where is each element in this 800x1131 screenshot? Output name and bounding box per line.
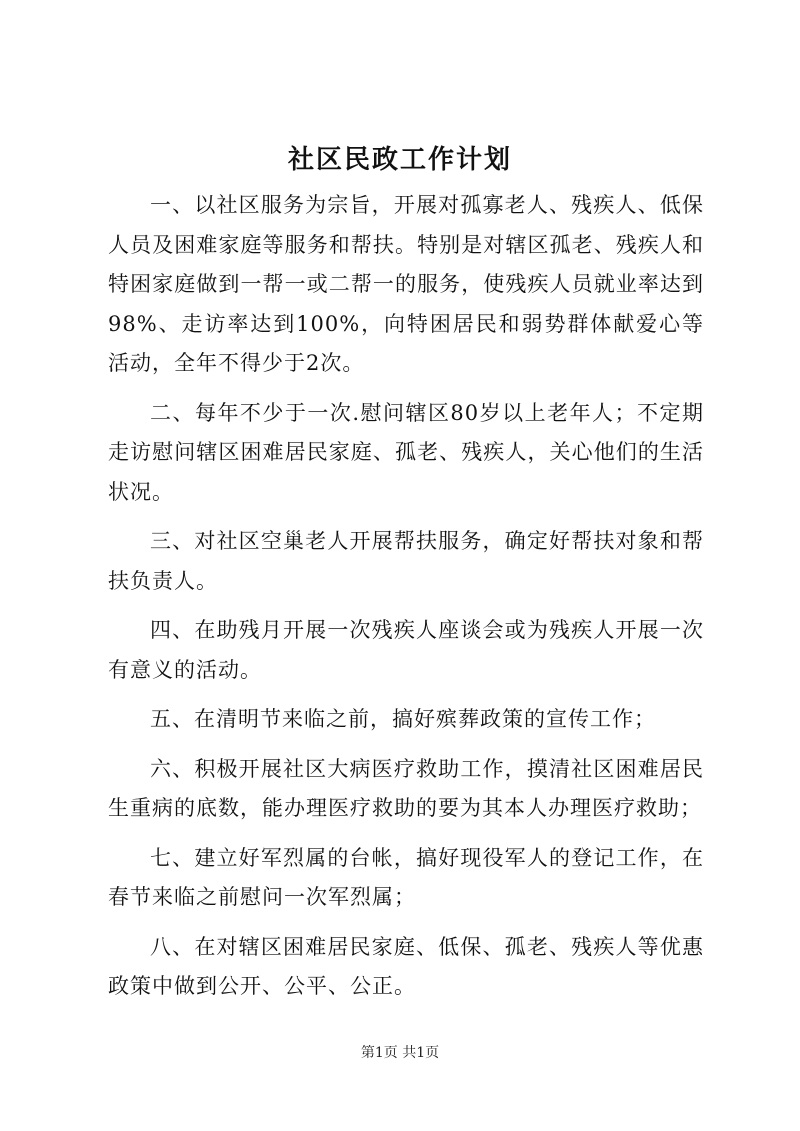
paragraph-4: 四、在助残月开展一次残疾人座谈会或为残疾人开展一次有意义的活动。 bbox=[108, 618, 704, 682]
document-body bbox=[108, 186, 704, 1017]
paragraph-2: 二、每年不少于一次.慰问辖区80岁以上老年人；不定期走访慰问辖区困难居民家庭、孤老、残疾人，关心他们的生活状况。 bbox=[108, 400, 704, 504]
paragraph-5: 五、在清明节来临之前，搞好殡葬政策的宣传工作； bbox=[150, 707, 656, 731]
page-number-footer: 第1页 共1页 bbox=[360, 1045, 440, 1061]
paragraph-7: 七、建立好军烈属的台帐，搞好现役军人的登记工作，在春节来临之前慰问一次军烈属； bbox=[108, 845, 704, 909]
paragraph-1: 一、以社区服务为宗旨，开展对孤寡老人、残疾人、低保人员及困难家庭等服务和帮扶。特别是对辖区孤老、残疾人和特困家庭做到一帮一或二帮一的服务，使残疾人员就业率达到98%、走访率达到100%，向特困居民和弱势群体献爱心等活动，全年不得少于2次。 bbox=[108, 193, 704, 375]
paragraph-8: 八、在对辖区困难居民家庭、低保、孤老、残疾人等优惠政策中做到公开、公平、公正。 bbox=[108, 934, 704, 998]
document-title: 社区民政工作计划 bbox=[287, 145, 512, 175]
paragraph-6: 六、积极开展社区大病医疗救助工作，摸清社区困难居民生重病的底数，能办理医疗救助的要为其本人办理医疗救助； bbox=[108, 756, 704, 820]
paragraph-3: 三、对社区空巢老人开展帮扶服务，确定好帮扶对象和帮扶负责人。 bbox=[108, 529, 704, 593]
